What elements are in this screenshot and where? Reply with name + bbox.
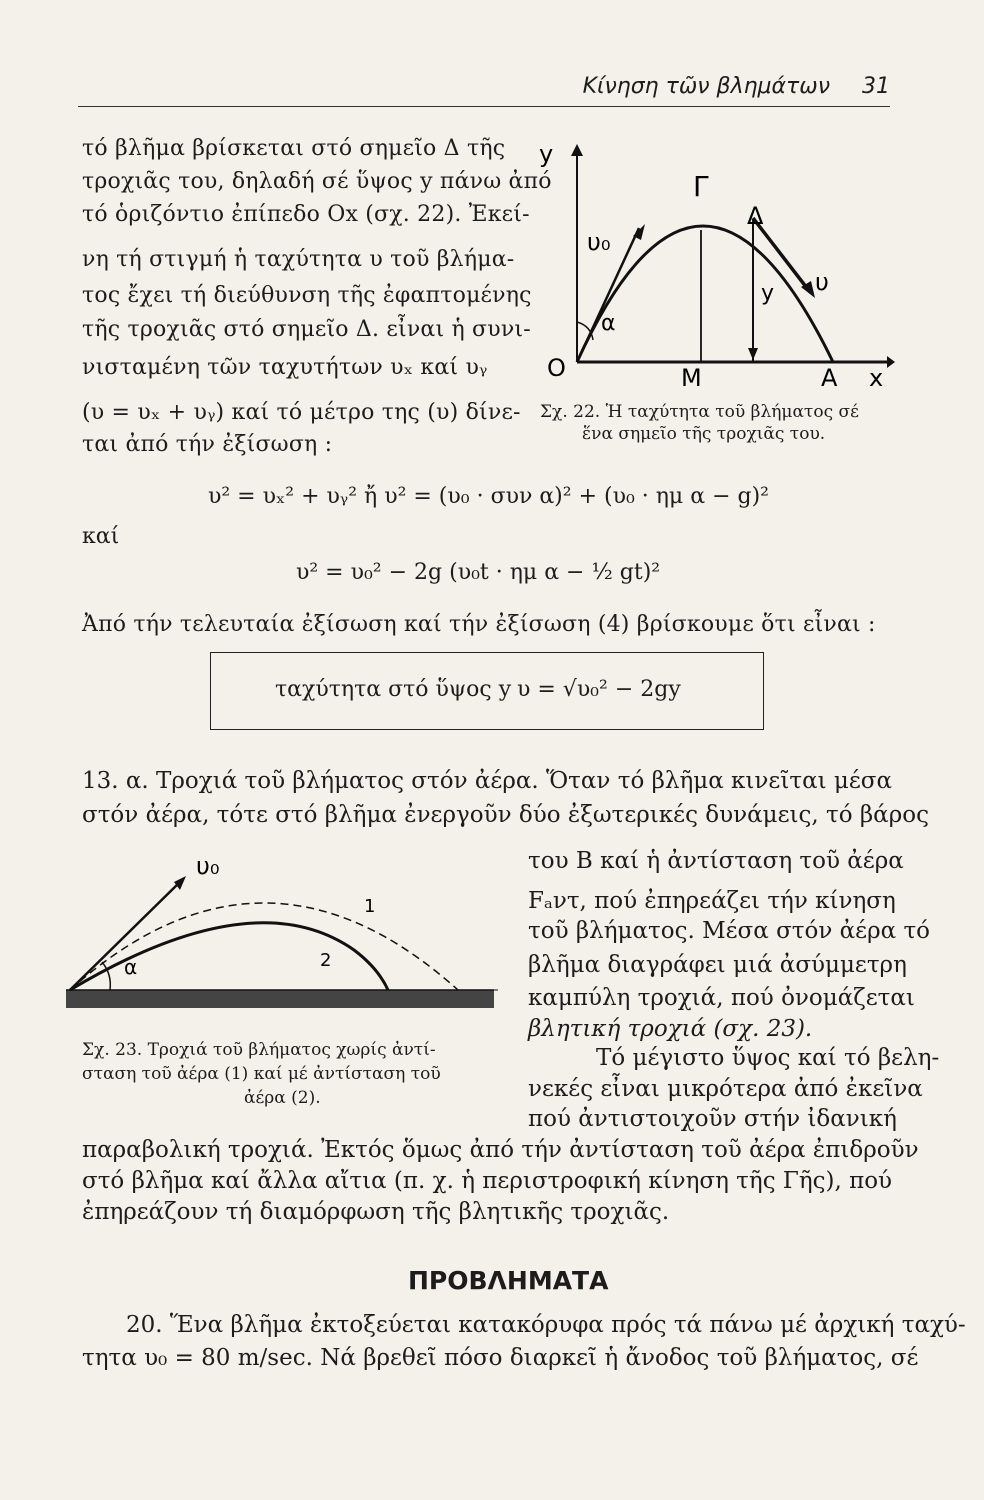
section-13-right-line: πού ἀντιστοιχοῦν στήν ἰδανική — [528, 1106, 897, 1132]
equation-conjunction: καί — [82, 524, 120, 549]
problems-heading: ΠΡΟΒΛΗΜΑΤΑ — [408, 1266, 609, 1295]
body-line: τῆς τροχιᾶς στό σημεῖο Δ. εἶναι ἡ συνι- — [82, 317, 531, 342]
x-axis-label: x — [869, 364, 884, 390]
section-13-right-line: νεκές εἶναι μικρότερα ἀπό ἐκεῖνα — [528, 1076, 923, 1102]
figure-23 — [58, 840, 498, 1030]
point-m-label: M — [681, 364, 702, 390]
y-axis-label: y — [539, 140, 554, 168]
problem-20-line: 20. Ἕνα βλῆμα ἐκτοξεύεται κατακόρυφα πρός τά πάνω μέ ἀρχική ταχύ- — [126, 1312, 966, 1338]
boxed-formula-label: ταχύτητα στό ὕψος y — [275, 677, 512, 702]
figure-22-caption-line: ἕνα σημεῖο τῆς τροχιᾶς του. — [582, 424, 826, 444]
figure-23-caption-line: ἀέρα (2). — [244, 1088, 321, 1108]
section-13-full-line: ἐπηρεάζουν τή διαμόρφωση τῆς βλητικῆς τροχιᾶς. — [82, 1199, 670, 1225]
problem-20-line: τητα υ₀ = 80 m/sec. Νά βρεθεῖ πόσο διαρκεῖ ἡ ἄνοδος τοῦ βλήματος, σέ — [82, 1345, 919, 1371]
v0-arrowhead-icon — [174, 876, 186, 890]
v0-label: υ₀ — [587, 228, 611, 256]
ground-surface — [66, 990, 494, 1008]
figure-22-caption-line: Σχ. 22. Ἡ ταχύτητα τοῦ βλήματος σέ — [540, 402, 859, 422]
angle-arc — [577, 322, 593, 340]
page-number: 31 — [862, 74, 890, 99]
height-label: y — [761, 281, 775, 306]
section-13-right-line: του B καί ἡ ἀντίσταση τοῦ ἀέρα — [528, 848, 904, 874]
angle-label: α — [601, 311, 616, 336]
equation-velocity-components: υ² = υₓ² + υᵧ² ἤ υ² = (υ₀ · συν α)² + (υ₀ · ημ α − g)² — [208, 484, 769, 509]
body-line: τό ὁριζόντιο ἐπίπεδο Ox (σχ. 22). Ἐκεί- — [82, 202, 530, 227]
v-label: υ — [815, 268, 829, 296]
body-line: νισταμένη τῶν ταχυτήτων υₓ καί υᵧ — [82, 355, 488, 380]
body-line: ται ἀπό τήν ἐξίσωση : — [82, 432, 333, 457]
trajectory-with-air-resistance — [70, 923, 388, 990]
boxed-formula — [210, 652, 764, 730]
section-13-right-line: Τό μέγιστο ὕψος καί τό βελη- — [596, 1045, 940, 1071]
height-arrow-icon — [748, 348, 758, 360]
figure-23-caption-line: σταση τοῦ ἀέρα (1) καί μέ ἀντίσταση τοῦ — [82, 1064, 441, 1084]
x-axis-arrow-icon — [887, 356, 895, 368]
section-13-heading-line: 13. α. Τροχιά τοῦ βλήματος στόν ἀέρα. Ὅταν τό βλῆμα κινεῖται μέσα — [82, 768, 893, 794]
section-13-full-line: παραβολική τροχιά. Ἐκτός ὅμως ἀπό τήν ἀντίσταση τοῦ ἀέρα ἐπιδροῦν — [82, 1137, 919, 1163]
page-header — [78, 72, 890, 107]
section-13-right-line: καμπύλη τροχιά, πού ὀνομάζεται — [528, 985, 915, 1011]
conclusion-line: Ἀπό τήν τελευταία ἐξίσωση καί τήν ἐξίσωση (4) βρίσκουμε ὅτι εἶναι : — [82, 612, 876, 637]
curve-1-label: 1 — [364, 896, 376, 917]
boxed-formula-expression: υ = √υ₀² − 2gy — [517, 677, 681, 702]
v0-label: υ₀ — [196, 852, 220, 880]
section-13-full-line: στό βλῆμα καί ἄλλα αἴτια (π. χ. ἡ περιστροφική κίνηση τῆς Γῆς), πού — [82, 1168, 893, 1194]
running-title: Κίνηση τῶν βλημάτων — [582, 74, 830, 99]
y-axis-arrow-icon — [571, 144, 583, 156]
body-line: (υ = υₓ + υᵧ) καί τό μέτρο της (υ) δίνε- — [82, 400, 521, 425]
point-delta-label: Δ — [747, 202, 764, 230]
section-13-line: στόν ἀέρα, τότε στό βλῆμα ἐνεργοῦν δύο ἐξωτερικές δυνάμεις, τό βάρος — [82, 802, 929, 828]
point-gamma-label: Γ — [693, 170, 709, 203]
equation-velocity-time: υ² = υ₀² − 2g (υ₀t · ημ α − ½ gt)² — [296, 560, 661, 585]
body-line: τος ἔχει τή διεύθυνση τῆς ἐφαπτομένης — [82, 283, 532, 308]
figure-23-caption-line: Σχ. 23. Τροχιά τοῦ βλήματος χωρίς ἀντί- — [82, 1040, 436, 1060]
section-13-right-line: βλητική τροχιά (σχ. 23). — [528, 1016, 813, 1042]
section-13-right-line: τοῦ βλήματος. Μέσα στόν ἀέρα τό — [528, 918, 931, 944]
point-a-label: A — [821, 364, 838, 390]
curve-2-label: 2 — [320, 950, 332, 971]
origin-label: O — [547, 354, 566, 382]
section-13-right-line: Fₐντ, πού ἐπηρεάζει τήν κίνηση — [528, 888, 896, 914]
body-line: τροχιᾶς του, δηλαδή σέ ὕψος y πάνω ἀπό — [82, 169, 552, 194]
angle-arc — [102, 962, 110, 990]
angle-label: α — [124, 955, 138, 979]
body-line: νη τή στιγμή ἡ ταχύτητα υ τοῦ βλήμα- — [82, 247, 515, 272]
parabola-path — [577, 226, 833, 362]
figure-22 — [535, 140, 895, 390]
body-line: τό βλῆμα βρίσκεται στό σημεῖο Δ τῆς — [82, 136, 506, 161]
section-13-right-line: βλῆμα διαγράφει μιά ἀσύμμετρη — [528, 952, 907, 978]
